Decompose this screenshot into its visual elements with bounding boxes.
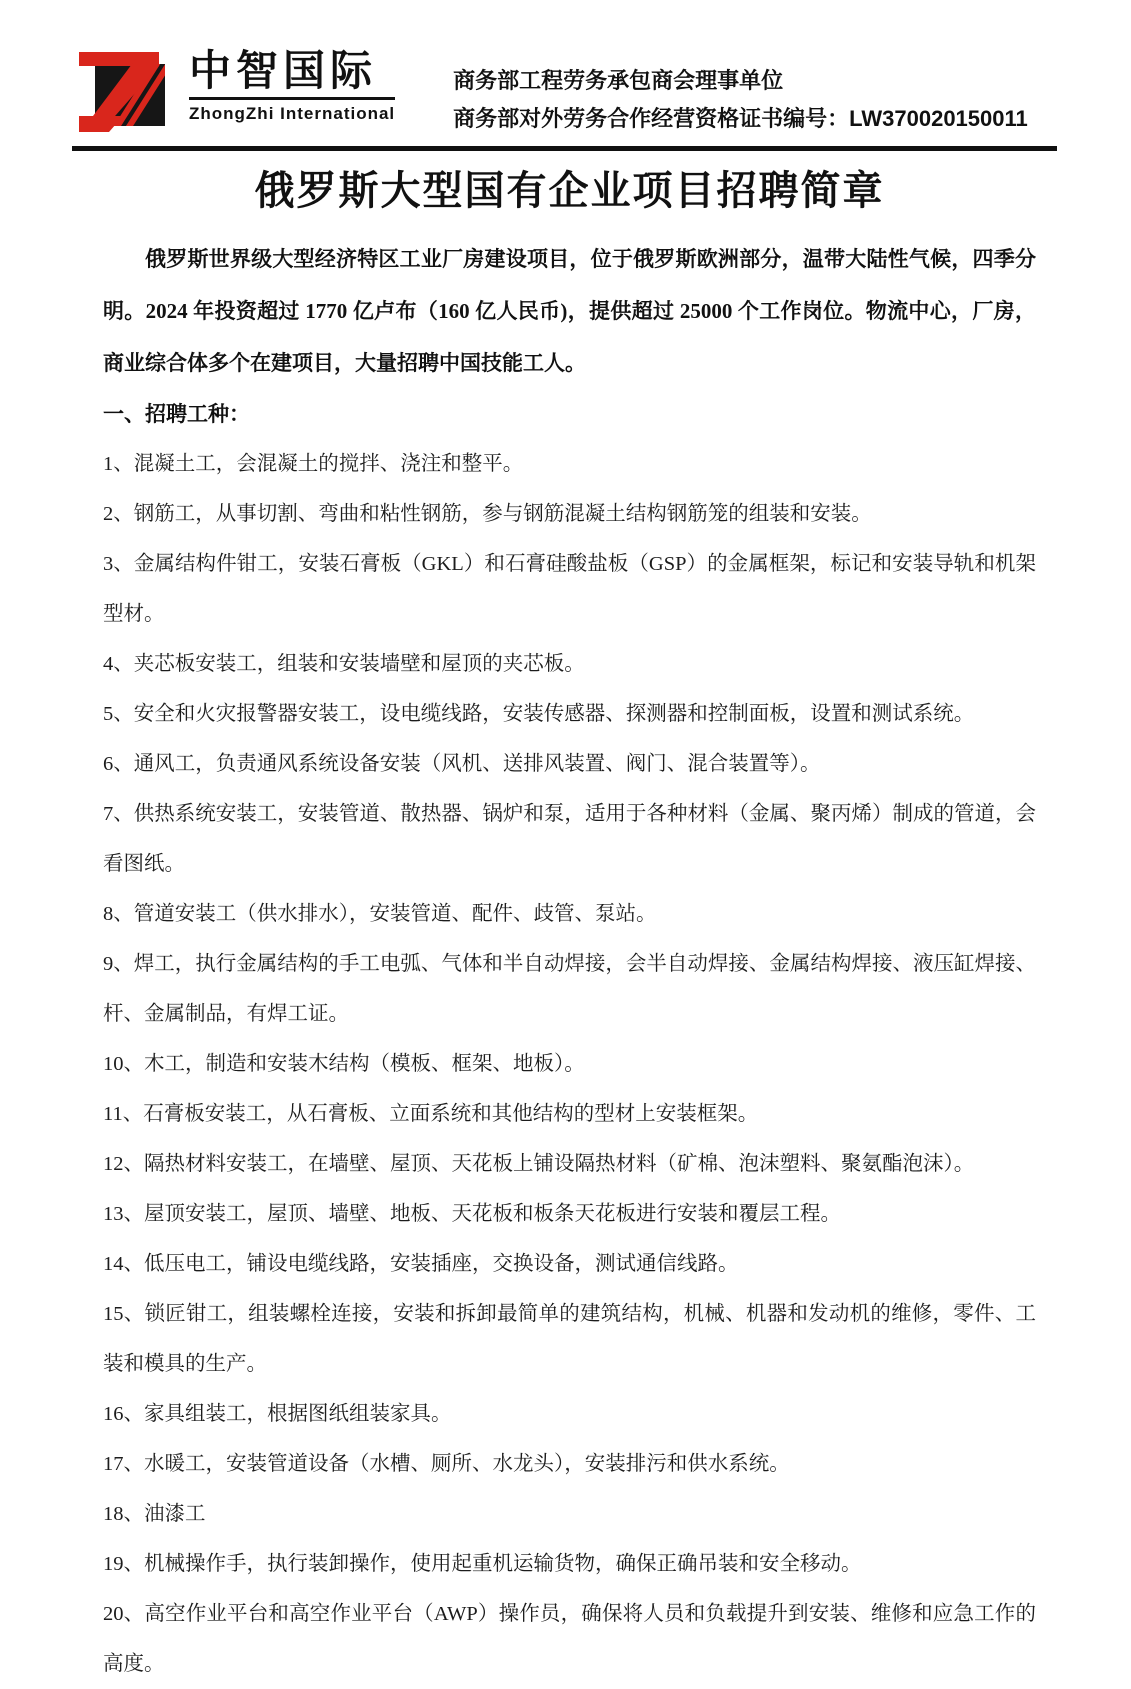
section-heading-job-types: 一、招聘工种： bbox=[103, 402, 250, 426]
logo-text-block bbox=[189, 48, 395, 124]
job-list-item: 7、供热系统安装工，安装管道、散热器、锅炉和泵，适用于各种材料（金属、聚丙烯）制成的管道，会看图纸。 bbox=[103, 803, 1036, 875]
job-list-item: 4、夹芯板安装工，组装和安装墙壁和屋顶的夹芯板。 bbox=[103, 653, 585, 675]
header-divider bbox=[72, 146, 1057, 151]
job-list-item: 8、管道安装工（供水排水），安装管道、配件、歧管、泵站。 bbox=[103, 903, 657, 925]
job-list-item: 2、钢筋工，从事切割、弯曲和粘性钢筋，参与钢筋混凝土结构钢筋笼的组装和安装。 bbox=[103, 503, 872, 525]
job-list-item: 14、低压电工，铺设电缆线路，安装插座，交换设备，测试通信线路。 bbox=[103, 1253, 739, 1275]
page-header bbox=[0, 0, 1131, 138]
job-list-item: 1、混凝土工，会混凝土的搅拌、浇注和整平。 bbox=[103, 453, 524, 475]
credential-line-1: 商务部工程劳务承包商会理事单位 bbox=[453, 68, 784, 93]
job-list-item: 17、水暖工，安装管道设备（水槽、厕所、水龙头），安装排污和供水系统。 bbox=[103, 1453, 790, 1475]
job-list-item: 3、金属结构件钳工，安装石膏板（GKL）和石膏硅酸盐板（GSP）的金属框架，标记和安装导轨和机架型材。 bbox=[103, 553, 1036, 625]
job-list-item: 15、锁匠钳工，组装螺栓连接，安装和拆卸最简单的建筑结构，机械、机器和发动机的维修，零件、工装和模具的生产。 bbox=[103, 1303, 1036, 1375]
job-list-item: 20、高空作业平台和高空作业平台（AWP）操作员，确保将人员和负载提升到安装、维修和应急工作的高度。 bbox=[103, 1603, 1036, 1675]
job-list-item: 10、木工，制造和安装木结构（模板、框架、地板）。 bbox=[103, 1053, 585, 1075]
job-list-item: 6、通风工，负责通风系统设备安装（风机、送排风装置、阀门、混合装置等）。 bbox=[103, 753, 821, 775]
page-title: 俄罗斯大型国有企业项目招聘简章 bbox=[254, 168, 885, 213]
job-list-item: 13、屋顶安装工，屋顶、墙壁、地板、天花板和板条天花板进行安装和覆层工程。 bbox=[103, 1203, 841, 1225]
company-name-cn: 中智国际 bbox=[189, 48, 395, 100]
intro-paragraph: 俄罗斯世界级大型经济特区工业厂房建设项目，位于俄罗斯欧洲部分，温带大陆性气候，四季分明。2024 年投资超过 1770 亿卢布（160 亿人民币)，提供超过 25000 个工作岗位。物流中心，厂房，商业综合体多个在建项目，大量招聘中国技能工人。 bbox=[103, 247, 1036, 375]
job-list-item: 18、油漆工 bbox=[103, 1503, 206, 1525]
document-body bbox=[0, 165, 1131, 1689]
job-list-item: 19、机械操作手，执行装卸操作，使用起重机运输货物，确保正确吊装和安全移动。 bbox=[103, 1553, 862, 1575]
company-logo bbox=[75, 46, 395, 136]
job-list-item: 11、石膏板安装工，从石膏板、立面系统和其他结构的型材上安装框架。 bbox=[103, 1103, 759, 1125]
job-list-item: 16、家具组装工，根据图纸组装家具。 bbox=[103, 1403, 452, 1425]
job-list-item: 12、隔热材料安装工，在墙壁、屋顶、天花板上铺设隔热材料（矿棉、泡沫塑料、聚氨酯泡沫）。 bbox=[103, 1153, 975, 1175]
job-list-item: 5、安全和火灾报警器安装工，设电缆线路，安装传感器、探测器和控制面板，设置和测试系统。 bbox=[103, 703, 975, 725]
job-list-item: 9、焊工，执行金属结构的手工电弧、气体和半自动焊接，会半自动焊接、金属结构焊接、液压缸焊接、杆、金属制品，有焊工证。 bbox=[103, 953, 1036, 1025]
zhongzhi-z-logo-icon bbox=[75, 46, 179, 136]
ministry-credentials bbox=[453, 62, 1028, 138]
credential-line-2: 商务部对外劳务合作经营资格证书编号：LW370020150011 bbox=[453, 106, 1028, 131]
company-name-en: ZhongZhi International bbox=[189, 104, 396, 124]
